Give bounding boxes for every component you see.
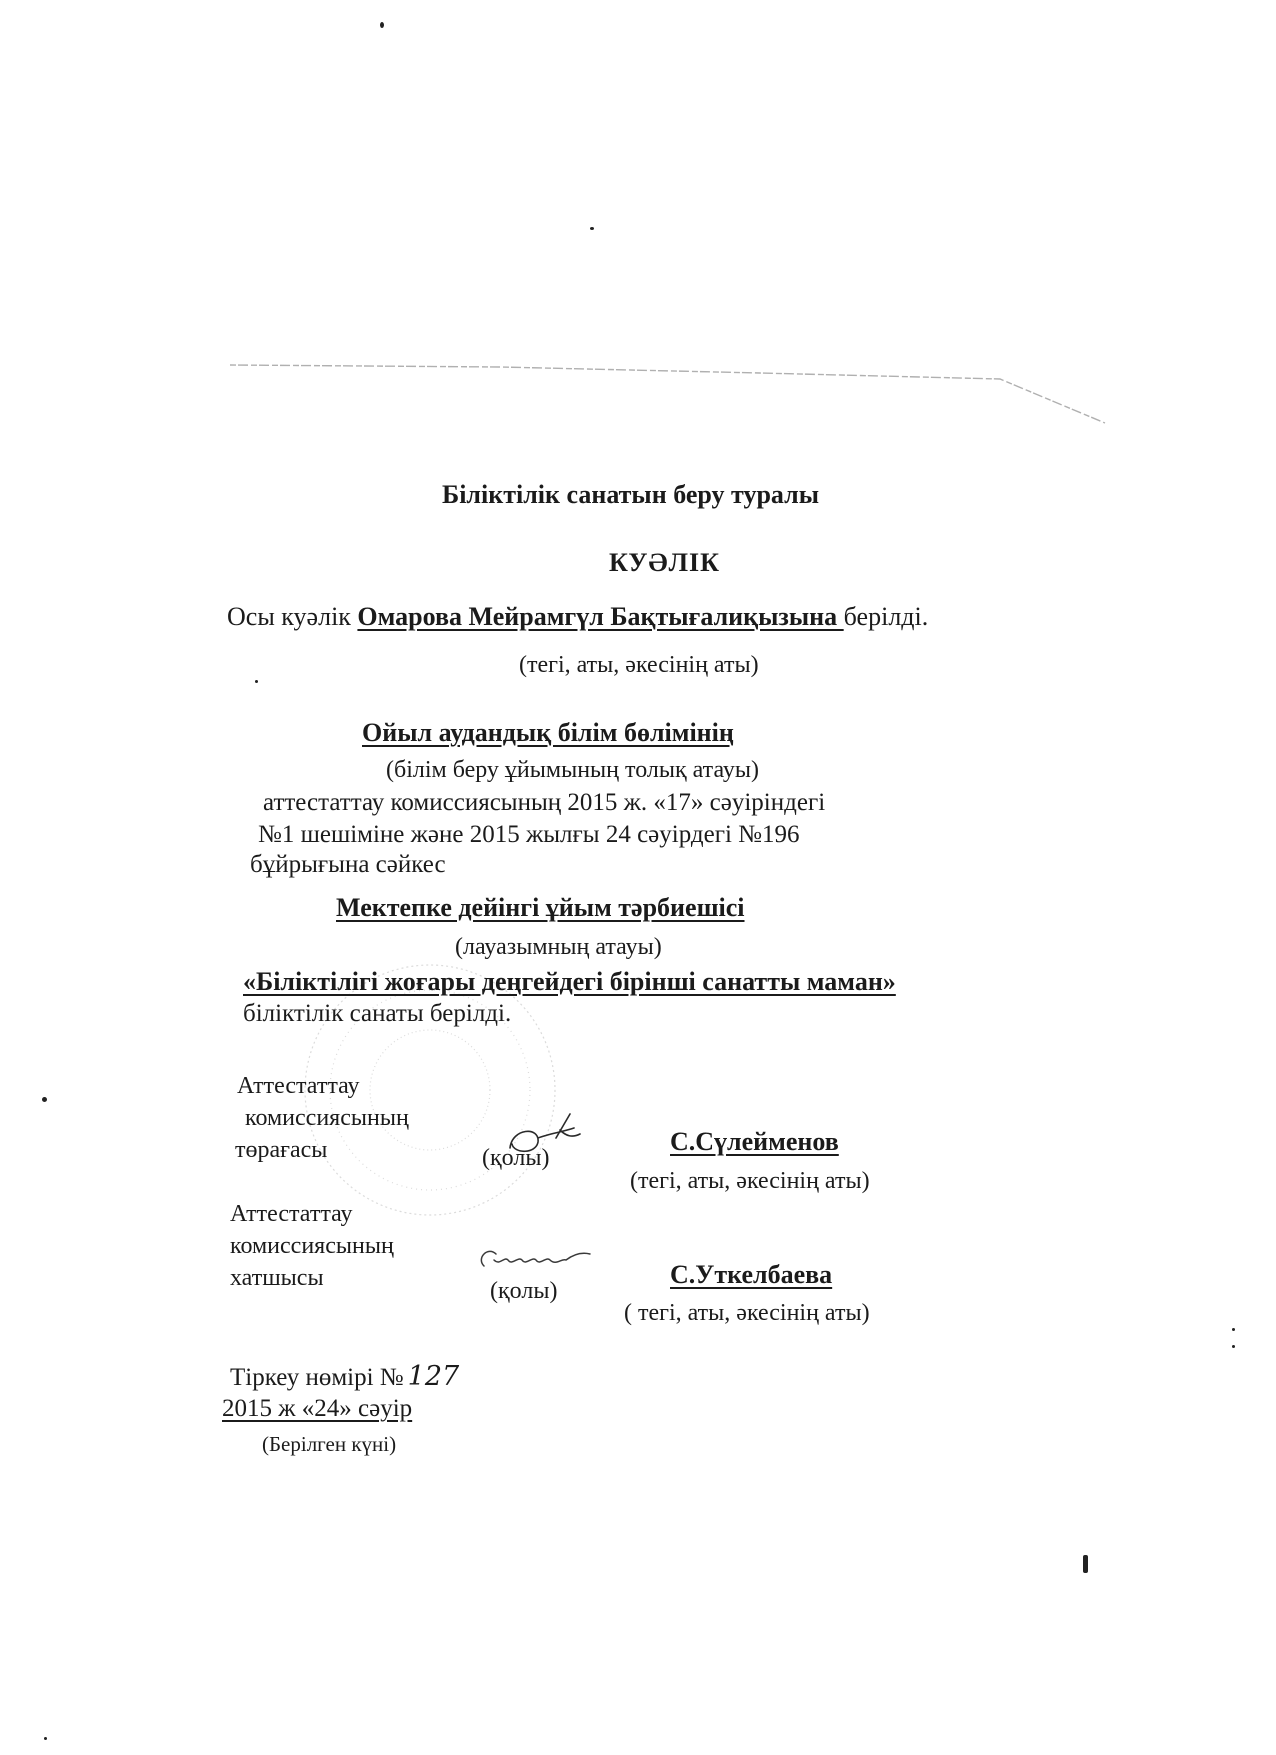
category-name: «Біліктілігі жоғары деңгейдегі бірінші санатты маман» bbox=[243, 967, 896, 996]
decision-line-1: аттестаттау комиссиясының 2015 ж. «17» сәуіріндегі bbox=[263, 789, 826, 816]
position-caption: (лауазымның атауы) bbox=[455, 934, 662, 960]
decision-line-3: бұйрығына сәйкес bbox=[250, 851, 446, 878]
chairman-name-caption: (тегі, аты, әкесінің аты) bbox=[630, 1168, 870, 1194]
chairman-role bbox=[237, 1070, 409, 1166]
recipient-name: Омарова Мейрамгүл Бақтығалиқызына bbox=[357, 602, 844, 631]
secretary-role bbox=[230, 1198, 394, 1294]
organization-name: Ойыл аудандық білім бөлімінің bbox=[362, 718, 734, 747]
secretary-role-line-3: хатшысы bbox=[230, 1265, 324, 1291]
scan-rule-line bbox=[230, 365, 1105, 423]
speck bbox=[380, 22, 384, 28]
document-heading: КУӘЛІК bbox=[609, 548, 720, 577]
registration-date: 2015 ж «24» сәуір bbox=[222, 1395, 413, 1422]
recipient-caption: (тегі, аты, әкесінің аты) bbox=[519, 652, 759, 678]
intro-suffix: берілді. bbox=[843, 602, 929, 631]
category-suffix: біліктілік санаты берілді. bbox=[243, 1000, 512, 1027]
secretary-name: С.Уткелбаева bbox=[670, 1260, 833, 1289]
intro-line bbox=[227, 602, 928, 632]
chairman-name: С.Сүлейменов bbox=[670, 1127, 839, 1156]
decision-line-2: №1 шешіміне және 2015 жылғы 24 сәуірдегі №196 bbox=[258, 821, 800, 848]
organization-caption: (білім беру ұйымының толық атауы) bbox=[386, 757, 760, 783]
chairman-role-line-1: Аттестаттау bbox=[237, 1073, 360, 1099]
chairman-role-line-2: комиссиясының bbox=[245, 1105, 409, 1131]
secretary-name-caption: ( тегі, аты, әкесінің аты) bbox=[624, 1300, 870, 1326]
registration-label: Тіркеу нөмірі № bbox=[230, 1364, 404, 1391]
position-name: Мектепке дейінгі ұйым тәрбиешісі bbox=[336, 893, 745, 922]
registration-number: 127 bbox=[407, 1361, 460, 1392]
secretary-role-line-2: комиссиясының bbox=[230, 1233, 394, 1259]
secretary-sign-caption: (қолы) bbox=[490, 1278, 558, 1304]
chairman-role-line-3: төрағасы bbox=[235, 1137, 328, 1163]
speck bbox=[1232, 1345, 1235, 1348]
document-subtitle: Біліктілік санатын беру туралы bbox=[442, 480, 820, 509]
speck bbox=[1232, 1328, 1235, 1331]
registration-line bbox=[230, 1361, 459, 1392]
chairman-sign-caption: (қолы) bbox=[482, 1145, 550, 1171]
secretary-role-line-1: Аттестаттау bbox=[230, 1201, 353, 1227]
speck bbox=[590, 227, 594, 230]
speck bbox=[255, 680, 258, 683]
speck bbox=[1083, 1555, 1088, 1573]
speck bbox=[44, 1737, 47, 1740]
registration-caption: (Берілген күні) bbox=[262, 1432, 397, 1456]
intro-prefix: Осы куәлік bbox=[227, 602, 351, 631]
speck bbox=[42, 1097, 47, 1102]
